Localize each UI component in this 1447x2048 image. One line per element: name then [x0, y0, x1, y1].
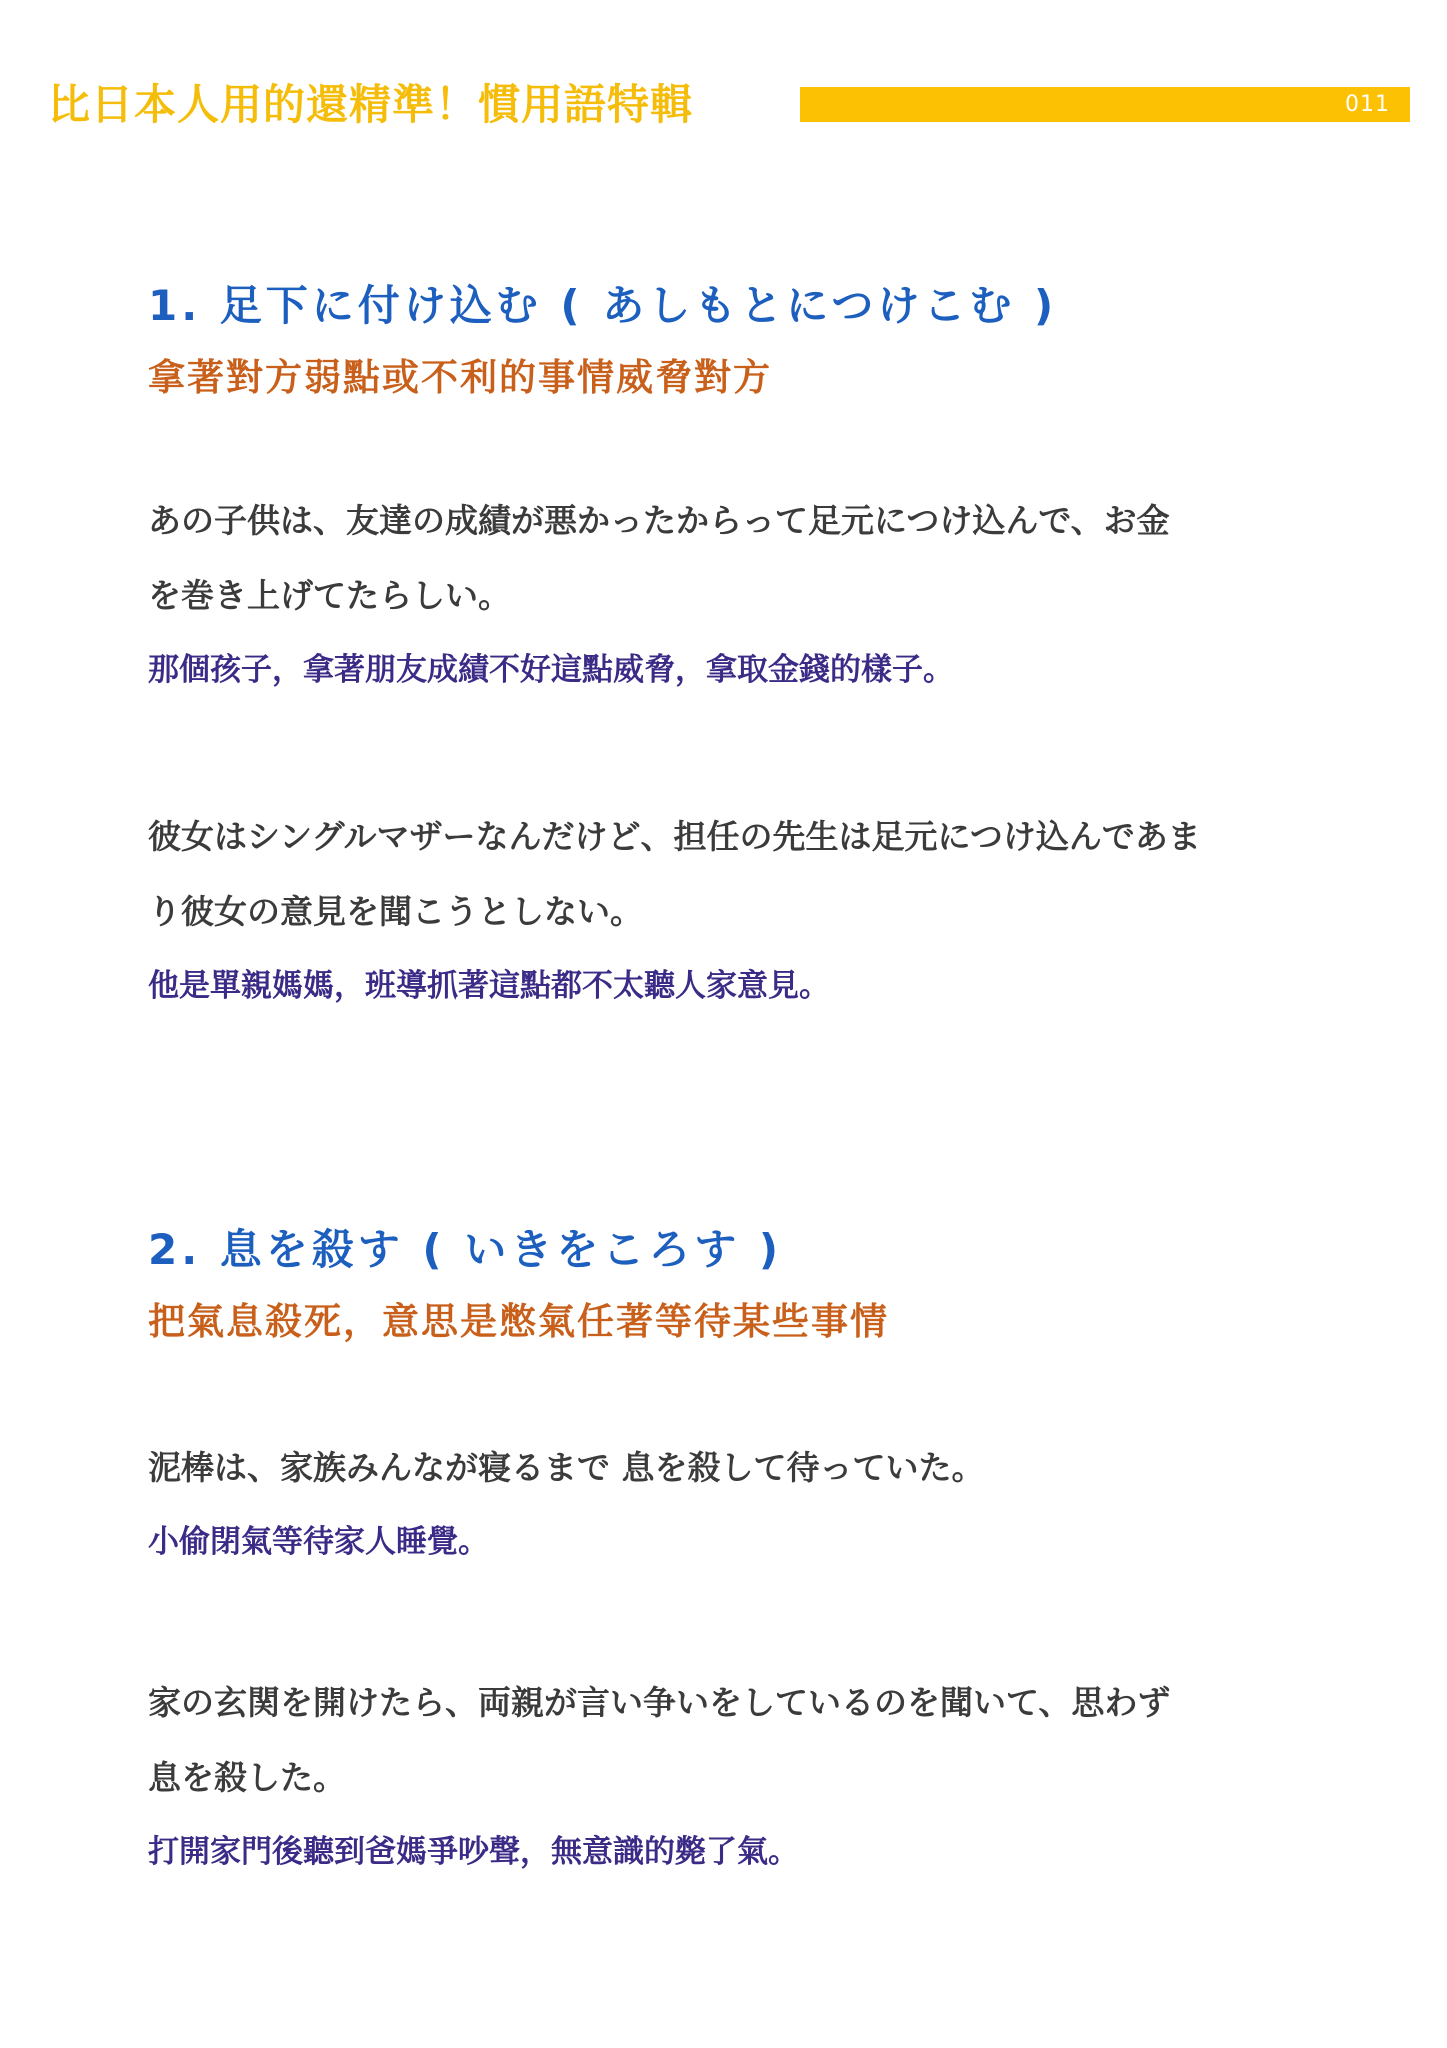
idiom-meaning: 拿著對方弱點或不利的事情威脅對方: [148, 356, 772, 399]
chinese-translation: 打開家門後聽到爸媽爭吵聲，無意識的斃了氣。: [148, 1834, 799, 1870]
japanese-sentence-line: 彼女はシングルマザーなんだけど、担任の先生は足元につけ込んであま: [148, 817, 1201, 856]
idiom-section-1: [148, 276, 1328, 408]
page-title: 比日本人用的還精準！慣用語特輯: [48, 80, 694, 129]
example-sentence-4: [148, 1665, 1328, 1890]
chinese-translation: 那個孩子，拿著朋友成績不好這點威脅，拿取金錢的樣子。: [148, 652, 954, 688]
page-header: [48, 78, 1410, 132]
example-sentence-3: [148, 1430, 1328, 1580]
example-sentence-2: [148, 799, 1328, 1024]
idiom-section-2: [148, 1220, 1328, 1352]
idiom-meaning: 把氣息殺死，意思是憋氣任著等待某些事情: [148, 1300, 889, 1343]
japanese-sentence-line: を巻き上げてたらしい。: [148, 576, 511, 615]
chinese-translation: 他是單親媽媽，班導抓著這點都不太聽人家意見。: [148, 968, 830, 1004]
idiom-title: 1. 足下に付け込む ( あしもとにつけこむ ): [148, 281, 1058, 330]
idiom-title: 2. 息を殺す ( いきをころす ): [148, 1225, 783, 1274]
page-number: 011: [1345, 92, 1390, 117]
japanese-sentence-line: 家の玄関を開けたら、両親が言い争いをしているのを聞いて、思わず: [148, 1683, 1171, 1722]
example-sentence-1: [148, 483, 1328, 708]
japanese-sentence-line: あの子供は、友達の成績が悪かったからって足元につけ込んで、お金: [148, 501, 1170, 540]
japanese-sentence-line: 息を殺した。: [148, 1758, 346, 1797]
header-accent-bar: [800, 87, 1410, 122]
japanese-sentence-line: り彼女の意見を聞こうとしない。: [148, 892, 643, 931]
chinese-translation: 小偷閉氣等待家人睡覺。: [148, 1524, 489, 1560]
japanese-sentence-line: 泥棒は、家族みんなが寝るまで 息を殺して待っていた。: [148, 1448, 985, 1487]
